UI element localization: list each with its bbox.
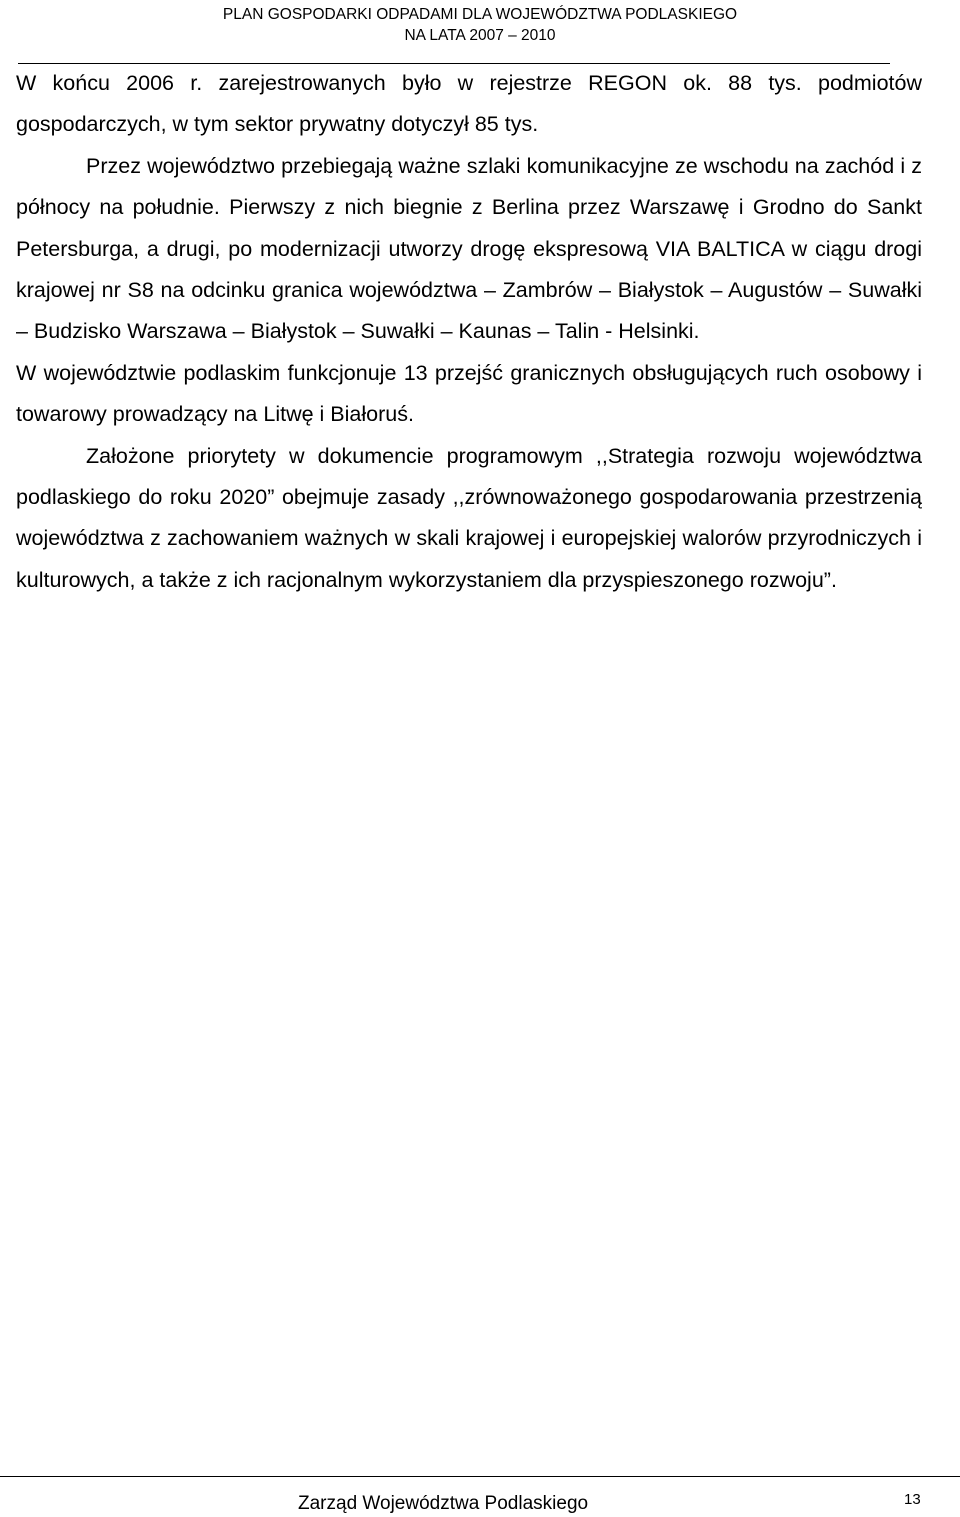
running-header — [0, 4, 960, 46]
header-title: PLAN GOSPODARKI ODPADAMI DLA WOJEWÓDZTWA PODLASKIEGO — [222, 6, 738, 23]
paragraph-transport-routes: Przez województwo przebiegają ważne szlaki komunikacyjne ze wschodu na zachód i z północy na południe. Pierwszy z nich biegnie z Berlina przez Warszawę i Grodno do Sankt Petersburga, a drugi, po modernizacji utworzy drogę ekspresową VIA BALTICA w ciągu drogi krajowej nr S8 na odcinku granica województwa – Zambrów – Białystok – Augustów – Suwałki – Budzisko Warszawa – Białystok – Suwałki – Kaunas – Talin - Helsinki. — [16, 153, 922, 344]
paragraph-border-crossings: W województwie podlaskim funkcjonuje 13 przejść granicznych obsługujących ruch osobowy i towarowy prowadzący na Litwę i Białoruś. — [16, 360, 922, 427]
header-period: NA LATA 2007 – 2010 — [404, 27, 556, 44]
document-body — [16, 63, 922, 601]
paragraph-strategy-priorities: Założone priorytety w dokumencie programowym ,,Strategia rozwoju województwa podlaskiego do roku 2020” obejmuje zasady ,,zrównoważonego gospodarowania przestrzenią województwa z zachowaniem ważnych w skali krajowej i europejskiej walorów przyrodniczych i kulturowych, a także z ich racjonalnym wykorzystaniem dla przyspieszonego rozwoju”. — [16, 443, 922, 592]
paragraph-regon: W końcu 2006 r. zarejestrowanych było w rejestrze REGON ok. 88 tys. podmiotów gospodarczych, w tym sektor prywatny dotyczył 85 tys. — [16, 71, 922, 137]
footer-divider — [0, 1476, 960, 1477]
footer-author: Zarząd Województwa Podlaskiego — [298, 1493, 589, 1514]
page-number: 13 — [904, 1491, 921, 1508]
